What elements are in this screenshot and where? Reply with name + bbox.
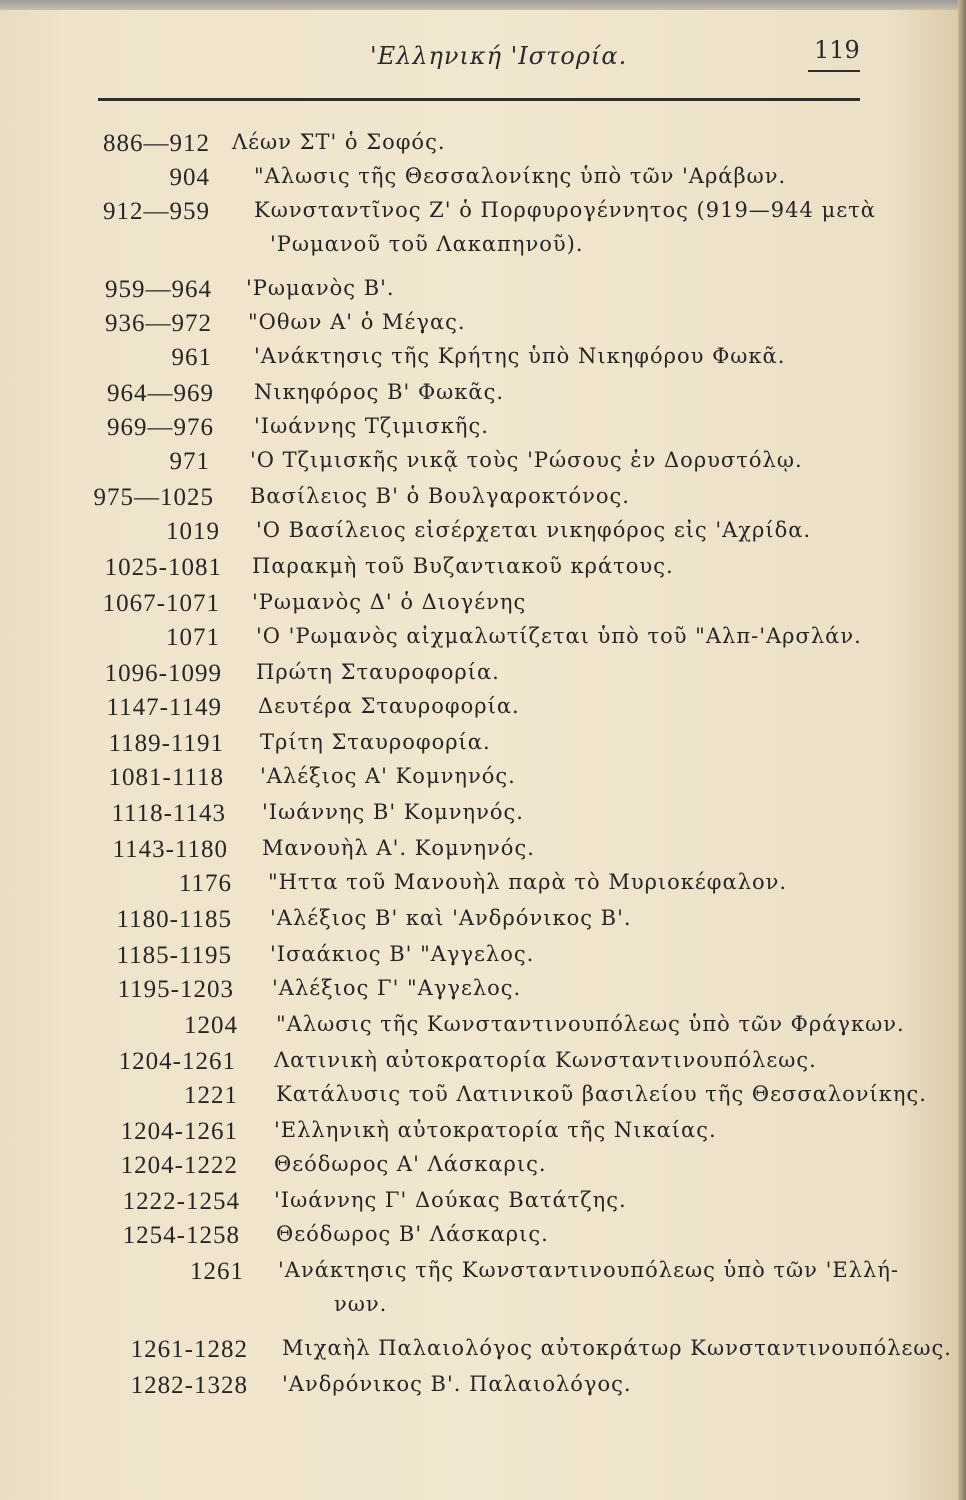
entry-date: 1143-1180: [112, 836, 228, 863]
entry-text: 'Ρωμανὸς Β'.: [246, 276, 395, 300]
page-right-edge: [958, 0, 966, 1500]
entry-date: 1222-1254: [122, 1188, 240, 1215]
entry-text: Κατάλυσις τοῦ Λατινικοῦ βασιλείου τῆς Θεσσαλονίκης.: [276, 1082, 927, 1106]
entry-date: 1071: [166, 624, 220, 651]
entry-date: 975—1025: [93, 484, 214, 511]
entry-date: 886—912: [103, 130, 210, 157]
entry-date: 1204-1222: [120, 1152, 238, 1179]
entry-text: Θεόδωρος Β' Λάσκαρις.: [276, 1222, 549, 1246]
entry-text: 'Ανάκτησις τῆς Κωνσταντινουπόλεως ὑπὸ τῶν 'Ελλή-: [278, 1258, 900, 1282]
header-rule: [98, 98, 860, 101]
entry-date: 1025-1081: [104, 554, 222, 581]
entry-text: "Αλωσις τῆς Κωνσταντινουπόλεως ὑπὸ τῶν Φράγκων.: [276, 1012, 905, 1036]
entry-text: 'Ελληνικὴ αὐτοκρατορία τῆς Νικαίας.: [274, 1118, 717, 1142]
entry-text: 'Αλέξιος Α' Κομνηνός.: [260, 764, 516, 788]
entry-text: 'Ιωάννης Β' Κομνηνός.: [262, 800, 524, 824]
page-top-edge: [0, 0, 966, 10]
entry-text: 'Ιωάννης Τζιμισκῆς.: [254, 414, 489, 438]
entry-text: Παρακμὴ τοῦ Βυζαντιακοῦ κράτους.: [252, 554, 674, 578]
entry-text: Λέων ΣΤ' ὁ Σοφός.: [232, 130, 446, 154]
entry-date: 1261-1282: [130, 1336, 248, 1363]
entry-date: 969—976: [107, 414, 214, 441]
entry-date: 1204-1261: [118, 1048, 236, 1075]
entry-date: 1282-1328: [130, 1372, 248, 1399]
entry-date: 912—959: [103, 198, 210, 225]
entry-date: 1081-1118: [108, 764, 224, 791]
entry-date: 959—964: [105, 276, 212, 303]
entry-date: 964—969: [107, 380, 214, 407]
entry-date: 971: [169, 448, 210, 475]
entry-text: "Αλωσις τῆς Θεσσαλονίκης ὑπὸ τῶν 'Αράβων.: [254, 164, 787, 188]
entry-date: 1204-1261: [120, 1118, 238, 1145]
entry-text: Βασίλειος Β' ὁ Βουλγαροκτόνος.: [250, 484, 630, 508]
entry-date: 904: [169, 164, 210, 191]
entry-text: Μιχαὴλ Παλαιολόγος αὐτοκράτωρ Κωνσταντινουπόλεως.: [282, 1336, 952, 1360]
running-header-title: 'Ελληνική 'Ιστορία.: [370, 42, 628, 70]
entry-text: Λατινικὴ αὐτοκρατορία Κωνσταντινουπόλεως.: [274, 1048, 817, 1072]
entry-date: 1185-1195: [116, 942, 232, 969]
entry-date: 1019: [166, 518, 220, 545]
entry-text: 'Αλέξιος Γ' "Αγγελος.: [272, 976, 522, 1000]
page-number: 119: [814, 36, 860, 64]
entry-date: 936—972: [105, 310, 212, 337]
entry-text: νων.: [334, 1292, 388, 1316]
entry-text: 'Ισαάκιος Β' "Αγγελος.: [270, 942, 535, 966]
entry-text: Πρώτη Σταυροφορία.: [256, 660, 500, 684]
entry-date: 1221: [184, 1082, 238, 1109]
entry-date: 1096-1099: [104, 660, 222, 687]
entry-date: 1189-1191: [108, 730, 224, 757]
entry-text: "Ηττα τοῦ Μανουὴλ παρὰ τὸ Μυριοκέφαλον.: [268, 870, 788, 894]
entry-date: 1180-1185: [116, 906, 232, 933]
entry-text: 'Ιωάννης Γ' Δούκας Βατάτζης.: [274, 1188, 627, 1212]
entry-text: 'Ανάκτησις τῆς Κρήτης ὑπὸ Νικηφόρου Φωκᾶ.: [254, 344, 786, 368]
entry-date: 1176: [178, 870, 232, 897]
entry-date: 1204: [184, 1012, 238, 1039]
entry-date: 961: [171, 344, 212, 371]
entry-text: 'Αλέξιος Β' καὶ 'Ανδρόνικος Β'.: [270, 906, 632, 930]
entry-text: 'Ρωμανοῦ τοῦ Λακαπηνοῦ).: [270, 232, 584, 256]
entry-text: Μανουὴλ Α'. Κομνηνός.: [262, 836, 535, 860]
page-number-underline: [808, 70, 860, 72]
entry-text: 'Ρωμανὸς Δ' ὁ Διογένης: [252, 590, 527, 614]
entry-text: 'Ο Βασίλειος εἰσέρχεται νικηφόρος εἰς 'Αχρίδα.: [256, 518, 812, 542]
entry-text: 'Ανδρόνικος Β'. Παλαιολόγος.: [282, 1372, 632, 1396]
entry-text: "Οθων Α' ὁ Μέγας.: [248, 310, 466, 334]
entry-date: 1195-1203: [117, 976, 234, 1003]
entry-text: 'Ο 'Ρωμανὸς αἰχμαλωτίζεται ὑπὸ τοῦ "Αλπ-'Αρσλάν.: [256, 624, 862, 648]
entry-text: Νικηφόρος Β' Φωκᾶς.: [254, 380, 505, 404]
entry-date: 1147-1149: [106, 694, 222, 721]
entry-date: 1261: [190, 1258, 244, 1285]
entry-text: Δευτέρα Σταυροφορία.: [258, 694, 520, 718]
entry-text: Τρίτη Σταυροφορία.: [260, 730, 491, 754]
entry-text: 'Ο Τζιμισκῆς νικᾷ τοὺς 'Ρώσους ἐν Δορυστόλῳ.: [250, 448, 803, 472]
entry-date: 1254-1258: [122, 1222, 240, 1249]
entry-text: Θεόδωρος Α' Λάσκαρις.: [274, 1152, 547, 1176]
entry-text: Κωνσταντῖνος Ζ' ὁ Πορφυρογέννητος (919—944 μετὰ: [254, 198, 876, 222]
entry-date: 1118-1143: [111, 800, 226, 827]
entry-date: 1067-1071: [102, 590, 220, 617]
